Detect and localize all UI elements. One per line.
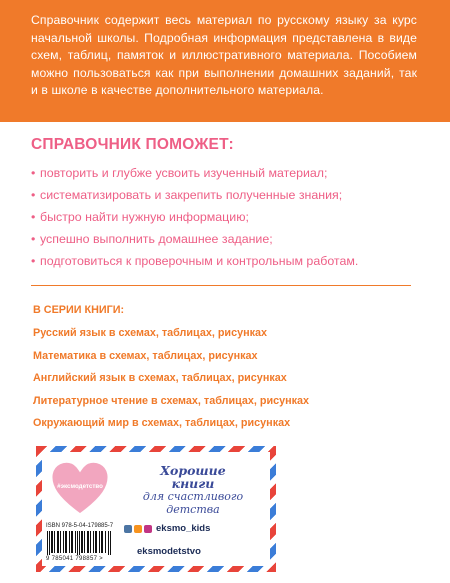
help-item [31, 206, 358, 228]
social-handle: eksmo_kids [156, 523, 211, 534]
help-item-text: быстро найти нужную информацию; [40, 210, 249, 224]
series-item: Литературное чтение в схемах, таблицах, рисунках [33, 394, 310, 407]
intro-banner [0, 0, 450, 122]
headline-line: для счастливого [142, 490, 244, 503]
barcode-number: 9 785041 798857 > [46, 556, 103, 562]
bullet-icon: • [31, 254, 36, 268]
help-title: СПРАВОЧНИК ПОМОЖЕТ: [31, 136, 234, 153]
isbn: ISBN 978-5-04-179885-7 [46, 523, 114, 529]
headline-line: детства [166, 503, 220, 516]
bullet-icon: • [31, 232, 36, 246]
bullet-icon: • [31, 188, 36, 202]
help-item [31, 162, 358, 184]
help-item-text: подготовиться к проверочным и контрольным работам. [40, 254, 359, 268]
intro-text: Справочник содержит весь материал по русскому языку за курс начальной школы. Подробная информация представлена в виде схем, таблиц, памяток и иллюстративного материала. Пособием можно пользоваться как при выполнении домашних заданий, так и в школе в качестве дополнительного материала. [31, 13, 417, 98]
help-item [31, 228, 358, 250]
help-item-text: систематизировать и закрепить полученные знания; [40, 188, 343, 202]
help-item-text: успешно выполнить домашнее задание; [40, 232, 273, 246]
social-row [124, 523, 210, 534]
heart-logo [48, 458, 112, 516]
instagram-icon [144, 525, 152, 533]
help-item [31, 250, 358, 272]
divider [31, 285, 411, 286]
bullet-icon: • [31, 166, 36, 180]
series-item: Английский язык в схемах, таблицах, рисунках [33, 372, 287, 384]
publisher-card [36, 446, 276, 572]
barcode [46, 531, 114, 555]
help-item [31, 184, 358, 206]
headline-line: книги [171, 476, 215, 491]
ok-icon [134, 525, 142, 533]
help-list [31, 162, 358, 272]
help-item-text: повторить и глубже усвоить изученный материал; [40, 166, 328, 180]
headline-line: Хорошие [160, 463, 226, 478]
series-item: Математика в схемах, таблицах, рисунках [33, 349, 258, 362]
card-headline [128, 464, 258, 516]
series-title: В СЕРИИ КНИГИ: [33, 304, 125, 316]
series-list [33, 322, 309, 435]
bullet-icon: • [31, 210, 36, 224]
site-name: eksmodetstvo [137, 546, 201, 557]
series-item: Русский язык в схемах, таблицах, рисунках [33, 327, 268, 339]
vk-icon [124, 525, 132, 533]
series-item: Окружающий мир в схемах, таблицах, рисунках [33, 417, 291, 429]
badge-text: #эксмодетство [57, 483, 103, 490]
